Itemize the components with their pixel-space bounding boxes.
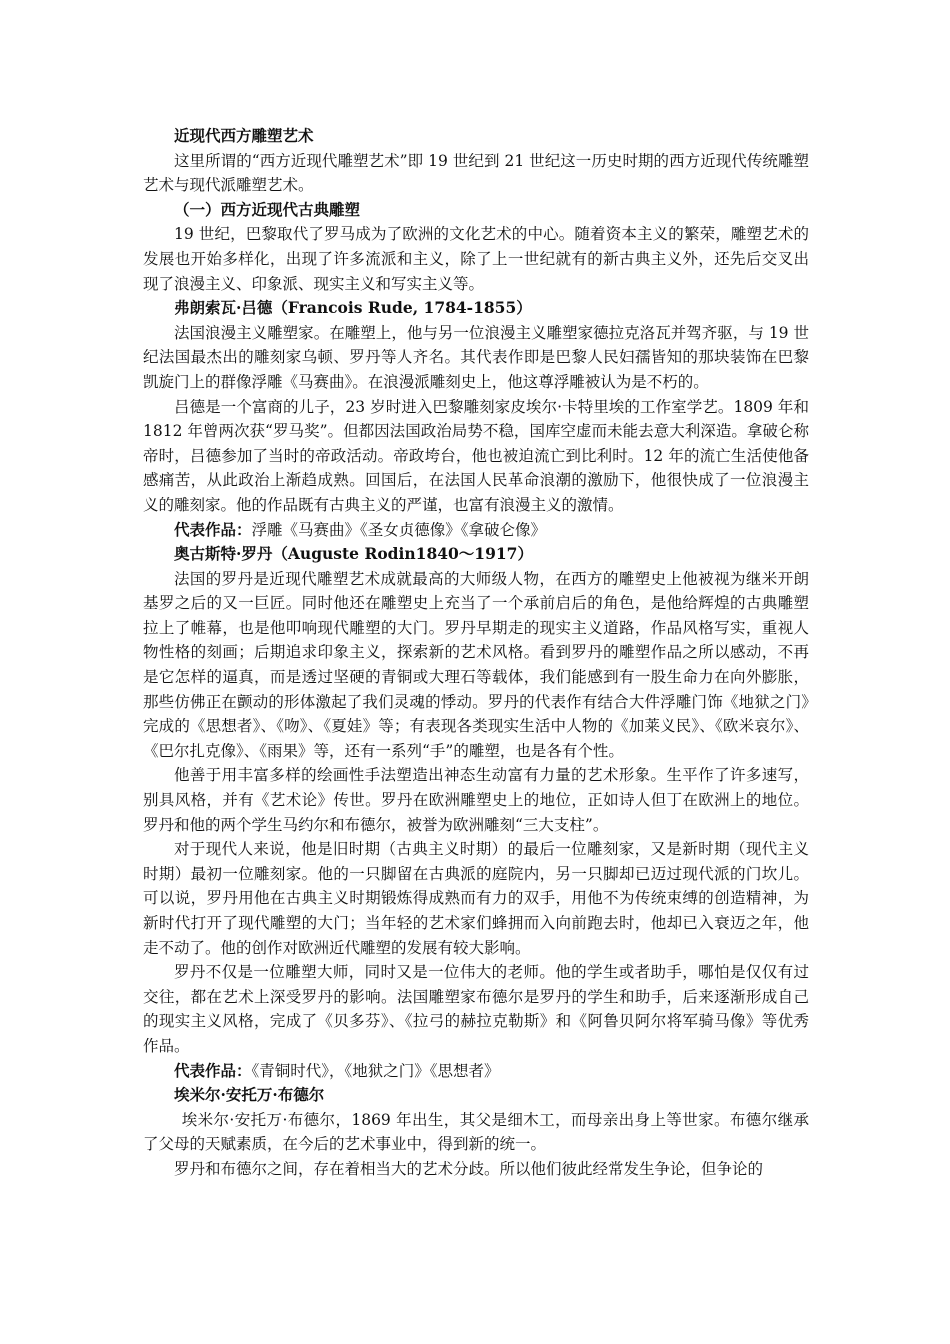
section-paragraph: 19 世纪，巴黎取代了罗马成为了欧洲的文化艺术的中心。随着资本主义的繁荣，雕塑艺术的发展也开始多样化，出现了许多流派和主义，除了上一世纪就有的新古典主义外，还先后交叉出现了浪漫主义、印象派、现实主义和写实主义等。 (143, 225, 809, 293)
document-title: 近现代西方雕塑艺术 (174, 126, 314, 145)
rodin-paragraph-1: 法国的罗丹是近现代雕塑艺术成就最高的大师级人物，在西方的雕塑史上他被视为继米开朗基罗之后的又一巨匠。同时他还在雕塑史上充当了一个承前启后的角色，是他给辉煌的古典雕塑拉上了帷幕，也是他叩响现代雕塑的大门。罗丹早期走的现实主义道路，作品风格写实，重视人物性格的刻画；后期追求印象主义，探索新的艺术风格。看到罗丹的雕塑作品之所以感动，不再是它怎样的逼真，而是透过坚硬的青铜或大理石等载体，我们能感到有一股生命力在向外膨胀，那些仿佛正在颤动的形体激起了我们灵魂的悸动。罗丹的代表作有结合大件浮雕门饰《地狱之门》完成的《思想者》、《吻》、《夏娃》等；有表现各类现实生活中人物的《加莱义民》、《欧米哀尔》、《巴尔扎克像》、《雨果》等，还有一系列“手”的雕塑，也是各有个性。 (143, 569, 809, 760)
document-page (143, 124, 809, 1182)
rude-paragraph-2: 吕德是一个富商的儿子，23 岁时进入巴黎雕刻家皮埃尔·卡特里埃的工作室学艺。1809 年和 1812 年曾两次获“罗马奖”。但都因法国政治局势不稳，国库空虚而未能去意大利深造。拿破仑称帝时，吕德参加了当时的帝政活动。帝政垮台，他也被迫流亡到比利时。12 年的流亡生活使他备感痛苦，从此政治上渐趋成熟。回国后，在法国人民革命浪潮的激励下，他很快成了一位浪漫主义的雕刻家。他的作品既有古典主义的严谨，也富有浪漫主义的激情。 (143, 397, 809, 514)
works-list: 浮雕《马赛曲》《圣女贞德像》《拿破仑像》 (251, 520, 547, 539)
rude-works (143, 518, 809, 543)
rude-heading: 弗朗索瓦·吕德（Francois Rude, 1784-1855） (174, 298, 532, 318)
bourdelle-heading: 埃米尔·安托万·布德尔 (174, 1085, 325, 1105)
rodin-paragraph-3: 对于现代人来说，他是旧时期（古典主义时期）的最后一位雕刻家，又是新时期（现代主义时期）最初一位雕刻家。他的一只脚留在古典派的庭院内，另一只脚却已迈过现代派的门坎儿。可以说，罗丹用他在古典主义时期锻炼得成熟而有力的双手，用他不为传统束缚的创造精神，为新时代打开了现代雕塑的大门；当年轻的艺术家们蜂拥而入向前跑去时，他却已入衰迈之年，他走不动了。他的创作对欧洲近代雕塑的发展有较大影响。 (143, 840, 809, 957)
rodin-paragraph-2: 他善于用丰富多样的绘画性手法塑造出神态生动富有力量的艺术形象。生平作了许多速写，别具风格，并有《艺术论》传世。罗丹在欧洲雕塑史上的地位，正如诗人但丁在欧洲上的地位。罗丹和他的两个学生马约尔和布德尔，被誉为欧洲雕刻“三大支柱”。 (143, 766, 809, 834)
works-list: 《青铜时代》，《地狱之门》《思想者》 (251, 1061, 500, 1080)
bourdelle-paragraph-1: 埃米尔·安托万·布德尔，1869 年出生，其父是细木工，而母亲出身上等世家。布德尔继承了父母的天赋素质，在今后的艺术事业中，得到新的统一。 (143, 1110, 809, 1154)
section-heading: （一）西方近现代古典雕塑 (174, 199, 361, 219)
rodin-paragraph-4: 罗丹不仅是一位雕塑大师，同时又是一位伟大的老师。他的学生或者助手，哪怕是仅仅有过交往，都在艺术上深受罗丹的影响。法国雕塑家布德尔是罗丹的学生和助手，后来逐渐形成自己的现实主义风格，完成了《贝多芬》、《拉弓的赫拉克勒斯》和《阿鲁贝阿尔将军骑马像》等优秀作品。 (143, 963, 809, 1055)
rodin-heading: 奥古斯特·罗丹（Auguste Rodin1840～1917） (174, 544, 533, 564)
rude-paragraph-1: 法国浪漫主义雕塑家。在雕塑上，他与另一位浪漫主义雕塑家德拉克洛瓦并驾齐驱，与 19 世纪法国最杰出的雕刻家乌顿、罗丹等人齐名。其代表作即是巴黎人民妇孺皆知的那块装饰在巴黎凯旋门上的群像浮雕《马赛曲》。在浪漫派雕刻史上，他这尊浮雕被认为是不朽的。 (143, 323, 809, 391)
works-label: 代表作品： (174, 1060, 252, 1080)
rodin-works (143, 1059, 809, 1084)
bourdelle-paragraph-2: 罗丹和布德尔之间，存在着相当大的艺术分歧。所以他们彼此经常发生争论，但争论的 (174, 1159, 764, 1178)
intro-paragraph: 这里所谓的“西方近现代雕塑艺术”即 19 世纪到 21 世纪这一历史时期的西方近现代传统雕塑艺术与现代派雕塑艺术。 (143, 151, 809, 195)
works-label: 代表作品： (174, 519, 252, 539)
